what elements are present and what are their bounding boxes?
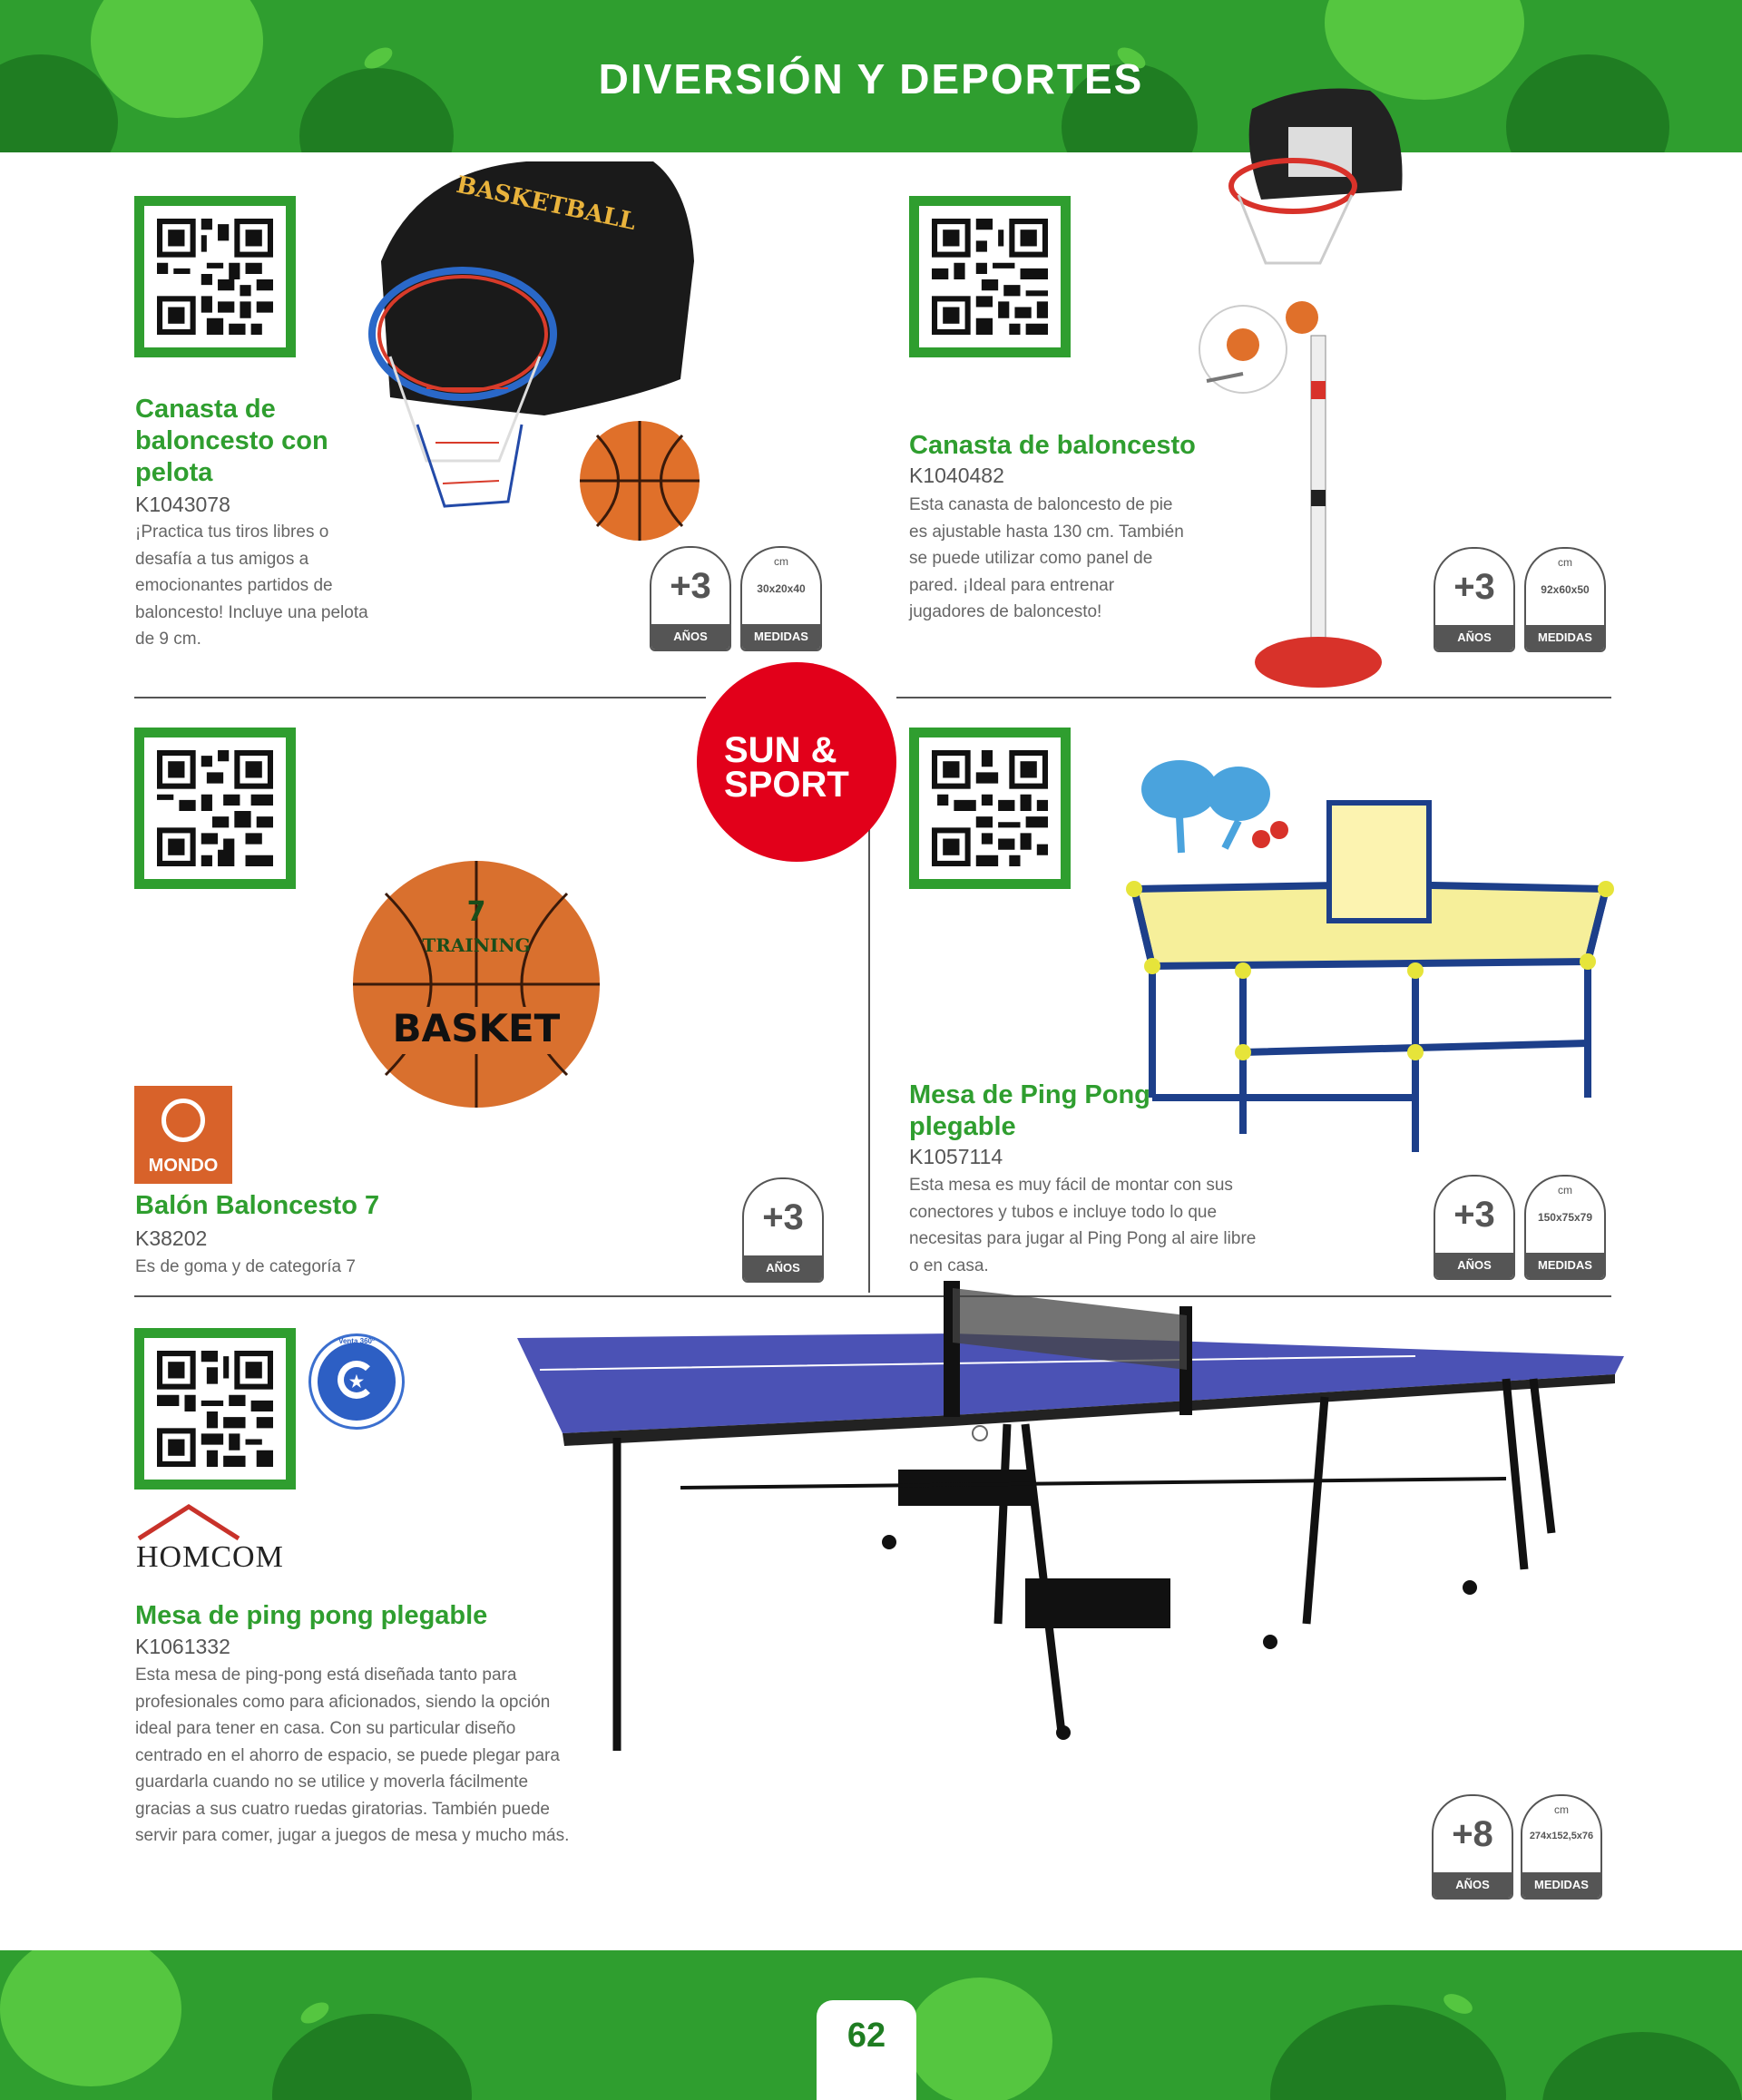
decor-blob (1270, 2005, 1506, 2100)
qr-code[interactable] (134, 196, 296, 357)
ping-pong-table-image (508, 1279, 1633, 1751)
measure-badge (1524, 547, 1606, 652)
age-value: +3 (1453, 1195, 1495, 1235)
homcom-logo-text: HOMCOM (136, 1540, 284, 1574)
page-title: DIVERSIÓN Y DEPORTES (598, 55, 1144, 103)
product-description: Es de goma y de categoría 7 (135, 1257, 356, 1276)
measure-badge (1524, 1175, 1606, 1280)
venta-360-icon (318, 1343, 396, 1421)
product-code: K1061332 (135, 1635, 230, 1658)
age-value: +3 (670, 566, 711, 606)
age-badge (742, 1177, 824, 1283)
product-title: Mesa de Ping Pong plegable (909, 1080, 1150, 1141)
mondo-logo (134, 1086, 232, 1184)
measure-label: MEDIDAS (742, 624, 820, 650)
age-badge (1434, 547, 1515, 652)
product-description: Esta mesa es muy fácil de montar con sus conectores y tubos e incluye todo lo que necesitas para jugar al Ping Pong al aire libre o en casa. (909, 1176, 1257, 1275)
homcom-logo (134, 1502, 284, 1589)
decor-blob (272, 2014, 472, 2100)
age-label: AÑOS (744, 1255, 822, 1281)
product-title: Mesa de ping pong plegable (135, 1601, 488, 1630)
basketball-image (349, 857, 603, 1111)
age-label: AÑOS (1435, 625, 1513, 650)
qr-code[interactable] (134, 1328, 296, 1490)
qr-code[interactable] (909, 728, 1071, 889)
measure-badge (740, 546, 822, 651)
measure-label: MEDIDAS (1526, 1253, 1604, 1278)
venta-360-badge (308, 1333, 405, 1430)
sun-sport-line1: SUN (724, 730, 801, 770)
measure-value: 30x20x40 (757, 582, 806, 595)
product-title: Canasta de baloncesto con pelota (135, 395, 328, 487)
product-description: ¡Practica tus tiros libres o desafía a tus amigos a emocionantes partidos de baloncesto! Incluye una pelota de 9 cm. (135, 523, 368, 649)
qr-code-icon (157, 219, 273, 335)
sun-sport-line2: SPORT (724, 765, 849, 805)
age-label: AÑOS (651, 624, 729, 650)
qr-code[interactable] (134, 728, 296, 889)
decor-leaf (1441, 1990, 1475, 2018)
measure-unit: cm (1558, 556, 1572, 569)
measure-label: MEDIDAS (1522, 1872, 1600, 1898)
standing-hoop-image (1170, 82, 1443, 698)
product-title: Canasta de baloncesto (909, 431, 1196, 460)
venta-360-text: Venta 360º (338, 1337, 375, 1345)
mondo-logo-icon (161, 1099, 205, 1142)
header-band (0, 0, 1742, 152)
sun-sport-text (724, 730, 849, 805)
qr-code-icon (932, 219, 1048, 335)
ball-label: BASKET (392, 1006, 561, 1050)
measure-unit: cm (774, 555, 788, 568)
product-description: Esta canasta de baloncesto de pie es ajustable hasta 130 cm. También se puede utilizar como panel de pared. ¡Ideal para entrenar jugadores de baloncesto! (909, 495, 1184, 621)
age-label: AÑOS (1435, 1253, 1513, 1278)
star-icon: ★ (348, 1372, 365, 1391)
kids-ping-pong-table-image (1116, 753, 1624, 1161)
age-badge (1434, 1175, 1515, 1280)
product-code: K1057114 (909, 1145, 1003, 1168)
mondo-logo-text: MONDO (148, 1156, 219, 1176)
product-description: Esta mesa de ping-pong está diseñada tanto para profesionales como para aficionados, siendo la opción ideal para tener en casa. Con su particular diseño centrado en el ahorro de espacio, se puede plegar para guardarla cuando no se utilice y moverla fácilmente gracias a sus cuatro ruedas giratorias. También puede servir para comer, jugar a juegos de mesa y mucho más. (135, 1665, 570, 1845)
age-badge (1432, 1794, 1513, 1900)
sun-sport-logo (697, 662, 896, 862)
product-code: K1040482 (909, 464, 1004, 487)
measure-value: 150x75x79 (1537, 1211, 1593, 1224)
measure-value: 92x60x50 (1541, 583, 1590, 596)
product-code: K1043078 (135, 493, 230, 516)
measure-value: 274x152,5x76 (1529, 1831, 1594, 1841)
measure-unit: cm (1558, 1184, 1572, 1197)
backboard-text: BASKETBALL (454, 171, 639, 237)
age-value: +3 (762, 1197, 804, 1237)
qr-code-icon (157, 1351, 273, 1467)
age-badge (650, 546, 731, 651)
decor-blob (907, 1978, 1052, 2100)
page-number: 62 (817, 2000, 916, 2100)
basketball-hoop-image (363, 152, 708, 552)
age-value: +8 (1452, 1814, 1493, 1854)
measure-label: MEDIDAS (1526, 625, 1604, 650)
qr-code-icon (157, 750, 273, 866)
sun-sport-amp: & (810, 730, 837, 770)
ball-word: TRAINING (422, 934, 531, 956)
measure-badge (1521, 1794, 1602, 1900)
ball-number: 7 (466, 896, 486, 928)
qr-code-icon (932, 750, 1048, 866)
measure-unit: cm (1554, 1803, 1569, 1816)
product-code: K38202 (135, 1226, 208, 1250)
qr-code[interactable] (909, 196, 1071, 357)
age-value: +3 (1453, 567, 1495, 607)
age-label: AÑOS (1434, 1872, 1512, 1898)
decor-blob (1542, 2032, 1742, 2100)
section-divider (134, 697, 706, 698)
product-title: Balón Baloncesto 7 (135, 1191, 380, 1220)
decor-blob (0, 1950, 181, 2086)
